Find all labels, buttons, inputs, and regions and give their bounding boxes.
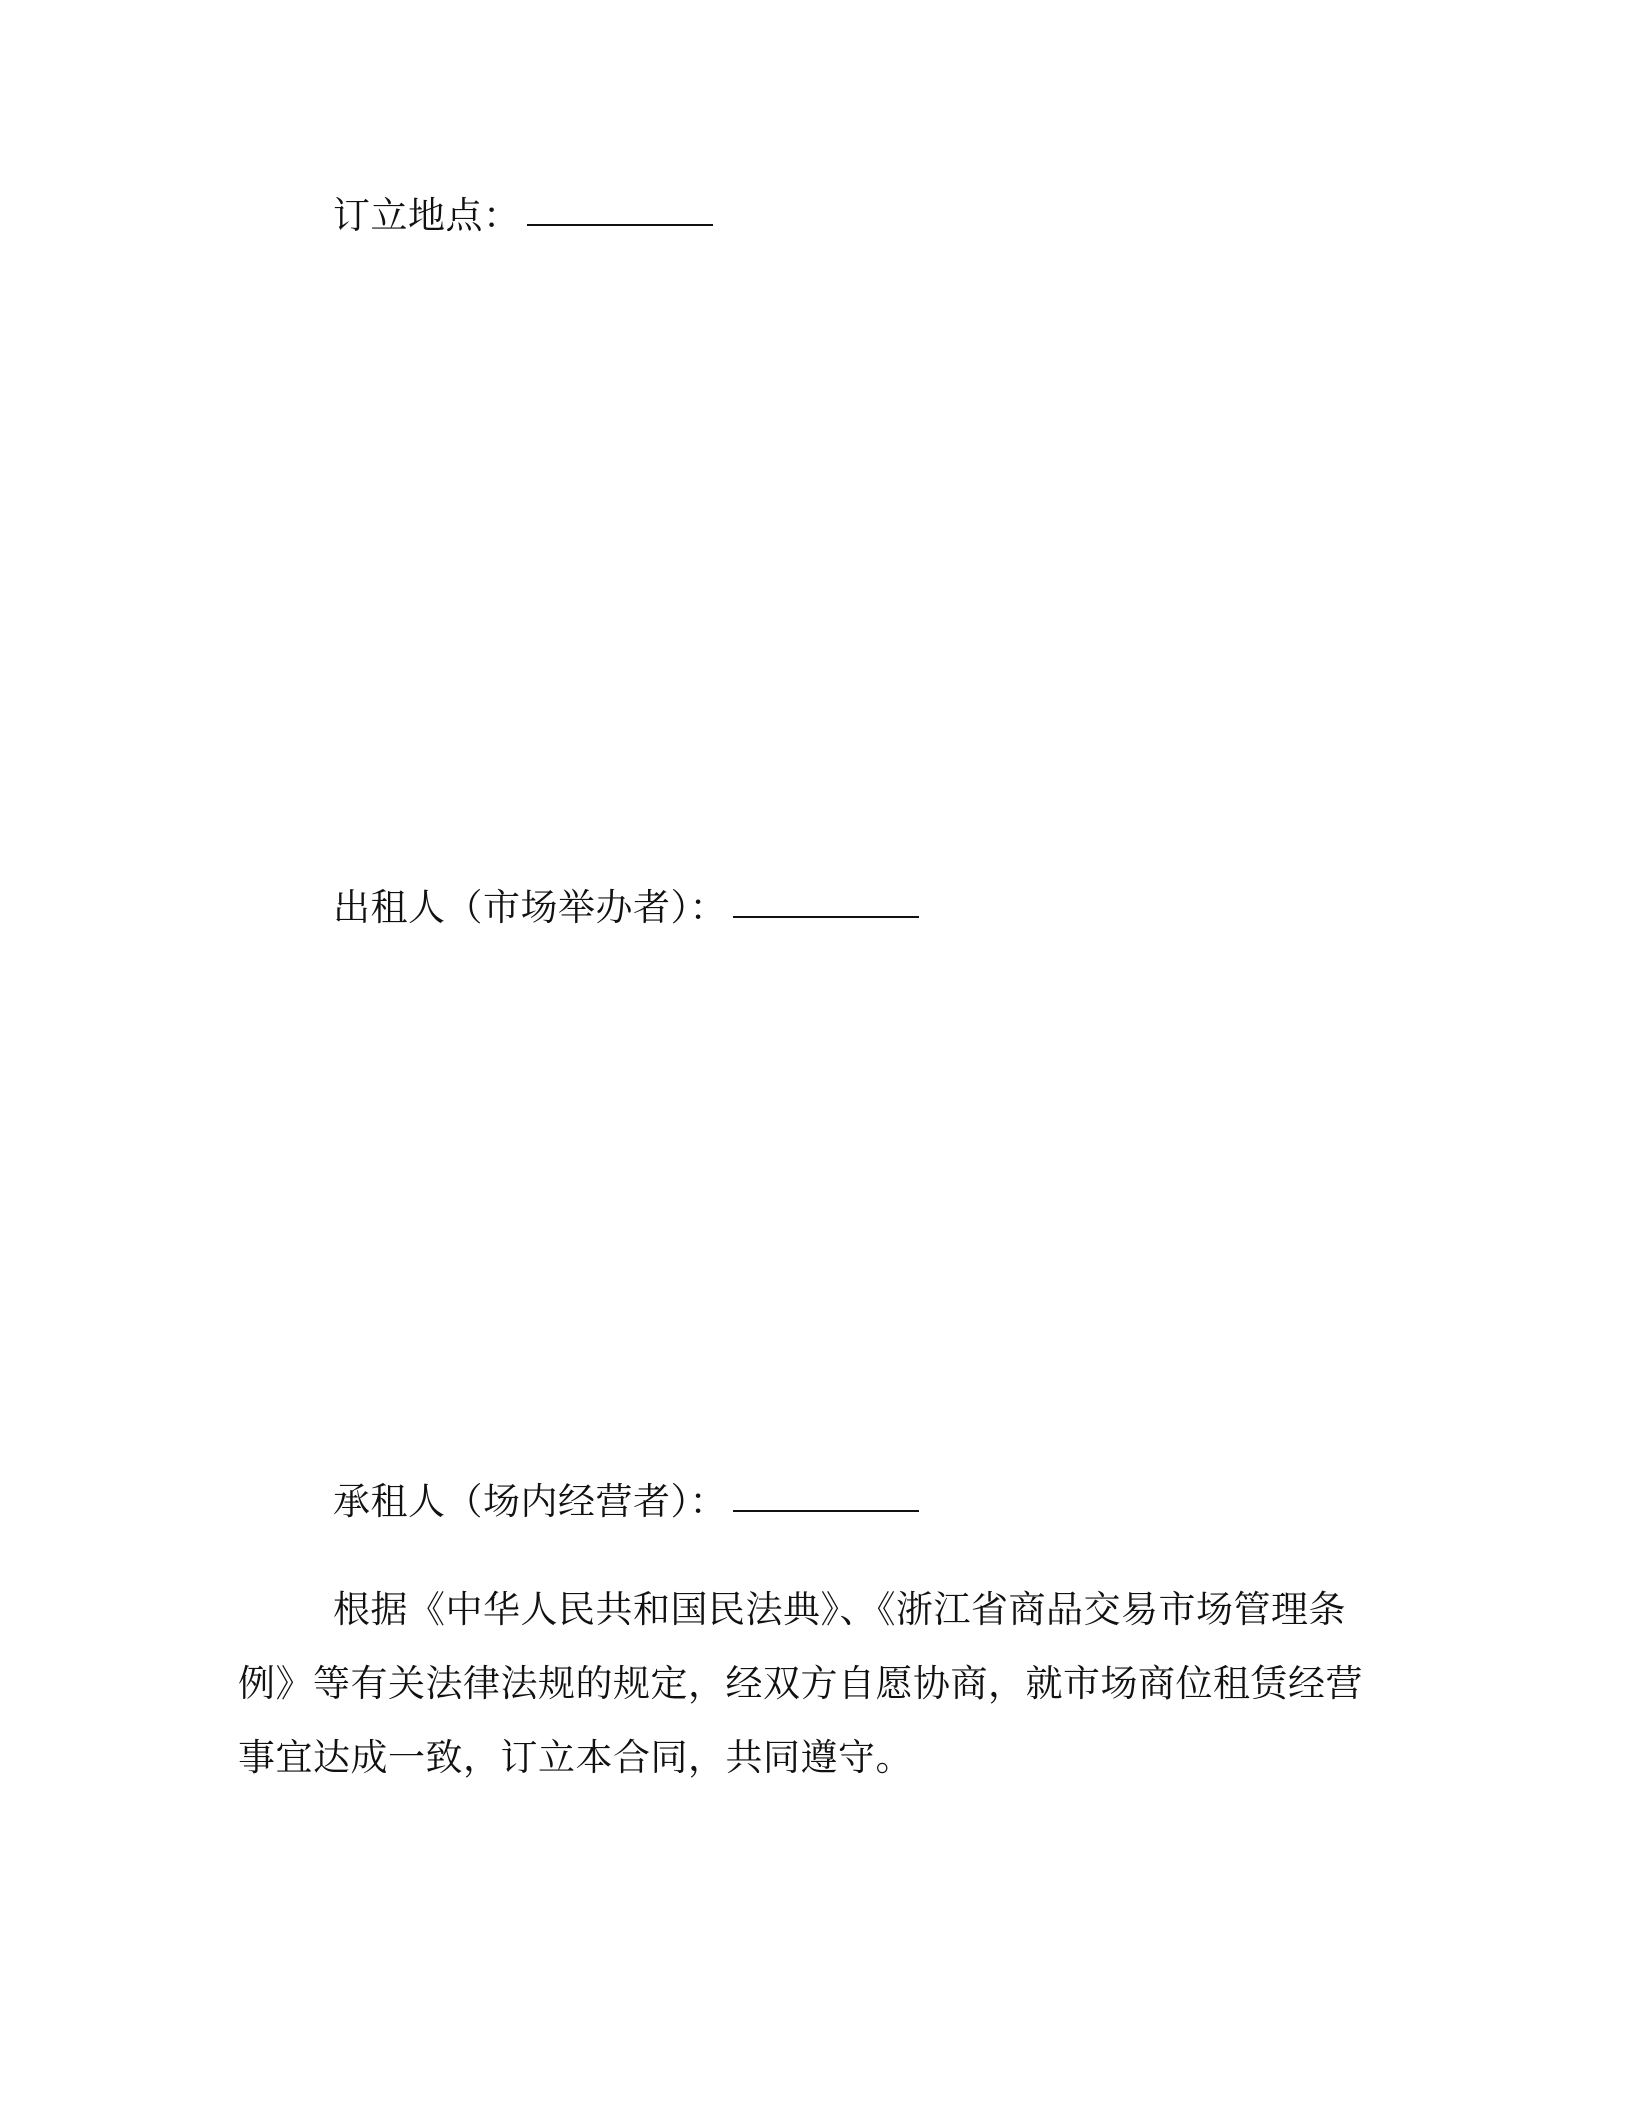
lessor-blank [733,916,919,918]
lessee-field [333,1478,919,1526]
signing-place-blank [527,224,713,226]
preamble-paragraph [238,1573,1378,1795]
preamble-line-1: 根据《中华人民共和国民法典》、《浙江省商品交易市场管理条 [333,1588,1346,1631]
lessor-field [333,884,919,932]
lessor-label: 出租人（市场举办者）： [333,886,727,929]
preamble-line-2: 例》等有关法律法规的规定，经双方自愿协商，就市场商位租赁经营 [238,1662,1363,1705]
signing-place-label: 订立地点： [333,194,521,237]
lessee-label: 承租人（场内经营者）： [333,1480,727,1523]
preamble-line-3: 事宜达成一致，订立本合同，共同遵守。 [238,1736,913,1779]
signing-place-field [333,192,713,240]
lessee-blank [733,1510,919,1512]
